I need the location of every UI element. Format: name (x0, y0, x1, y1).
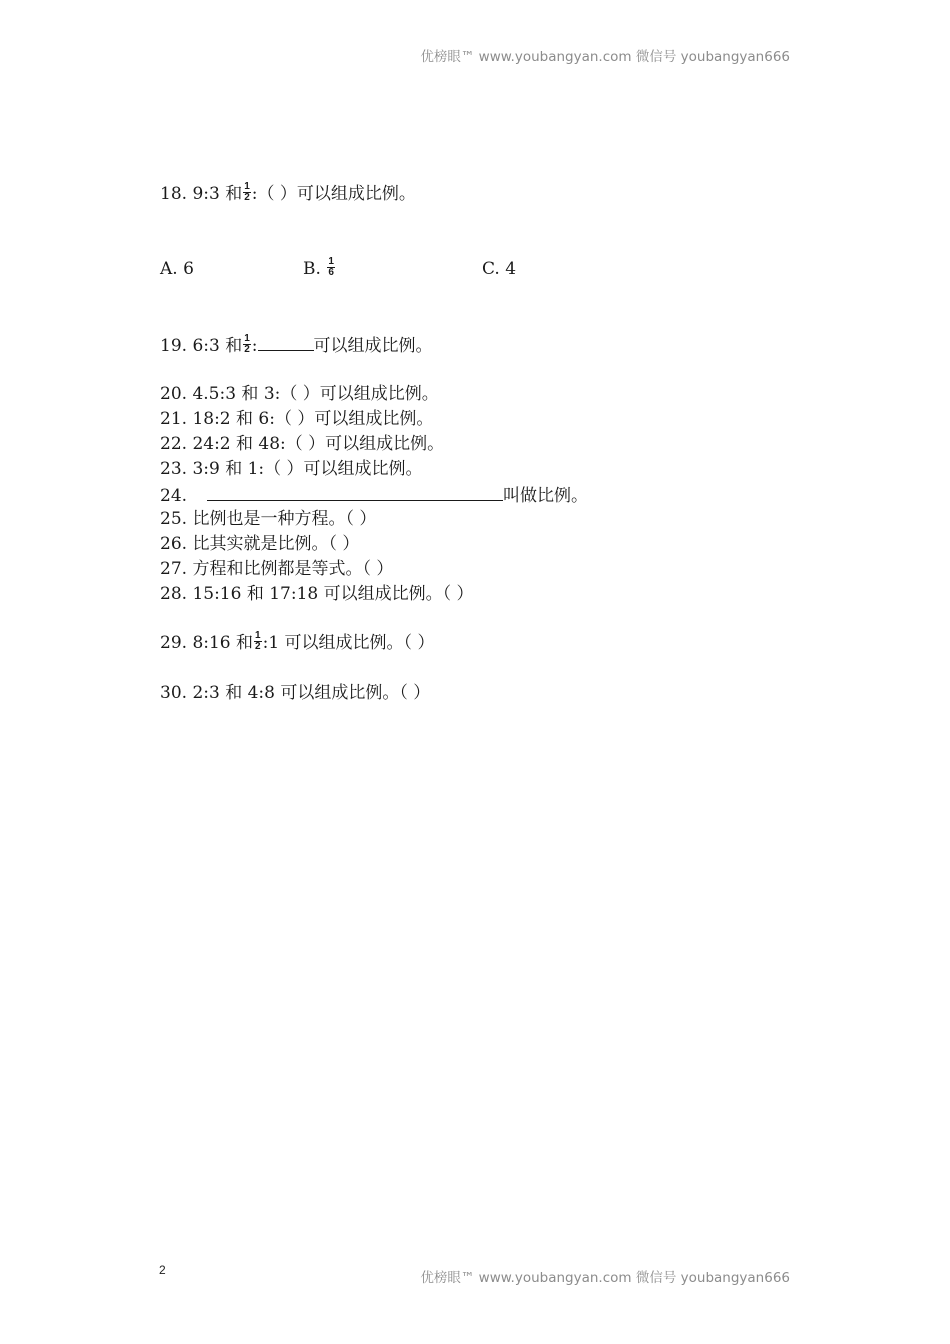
answer-blank[interactable] (258, 334, 314, 351)
option-c[interactable]: C. 4 (482, 259, 517, 279)
question-24 (160, 484, 588, 506)
q18-suffix: :（ ）可以组成比例。 (251, 184, 416, 204)
question-25: 25. 比例也是一种方程。（ ） (160, 509, 377, 529)
fraction-half: $\frac{1}{2}$ (244, 333, 250, 355)
question-20: 20. 4.5:3 和 3:（ ）可以组成比例。 (160, 384, 439, 404)
header-watermark: 优榜眼™ www.youbangyan.com 微信号 youbangyan666 (420, 49, 790, 65)
option-b-label: B. (303, 259, 321, 279)
q24-prefix: 24. (160, 486, 188, 506)
question-27: 27. 方程和比例都是等式。（ ） (160, 559, 394, 579)
option-a[interactable]: A. 6 (160, 259, 194, 279)
option-b[interactable] (303, 256, 336, 280)
q19-prefix: 19. 6:3 和 (160, 336, 243, 356)
q29-prefix: 29. 8:16 和 (160, 633, 254, 653)
fraction-half: $\frac{1}{2}$ (244, 181, 250, 203)
q19-suffix: 可以组成比例。 (313, 336, 433, 356)
q19-colon: : (251, 336, 258, 356)
question-18 (160, 181, 416, 205)
q29-suffix: :1 可以组成比例。（ ） (262, 633, 435, 653)
question-28: 28. 15:16 和 17:18 可以组成比例。（ ） (160, 584, 474, 604)
question-30: 30. 2:3 和 4:8 可以组成比例。（ ） (160, 683, 431, 703)
question-29 (160, 630, 435, 654)
footer-watermark: 优榜眼™ www.youbangyan.com 微信号 youbangyan666 (420, 1270, 790, 1286)
question-22: 22. 24:2 和 48:（ ）可以组成比例。 (160, 434, 445, 454)
q24-suffix: 叫做比例。 (503, 486, 589, 506)
fraction-sixth: $\frac{1}{6}$ (328, 256, 334, 278)
question-23: 23. 3:9 和 1:（ ）可以组成比例。 (160, 459, 423, 479)
q18-prefix: 18. 9:3 和 (160, 184, 243, 204)
question-26: 26. 比其实就是比例。（ ） (160, 534, 360, 554)
fraction-half: $\frac{1}{2}$ (255, 630, 261, 652)
question-21: 21. 18:2 和 6:（ ）可以组成比例。 (160, 409, 434, 429)
question-19 (160, 334, 433, 357)
page-number: 2 (159, 1263, 166, 1277)
answer-blank[interactable] (207, 484, 503, 501)
